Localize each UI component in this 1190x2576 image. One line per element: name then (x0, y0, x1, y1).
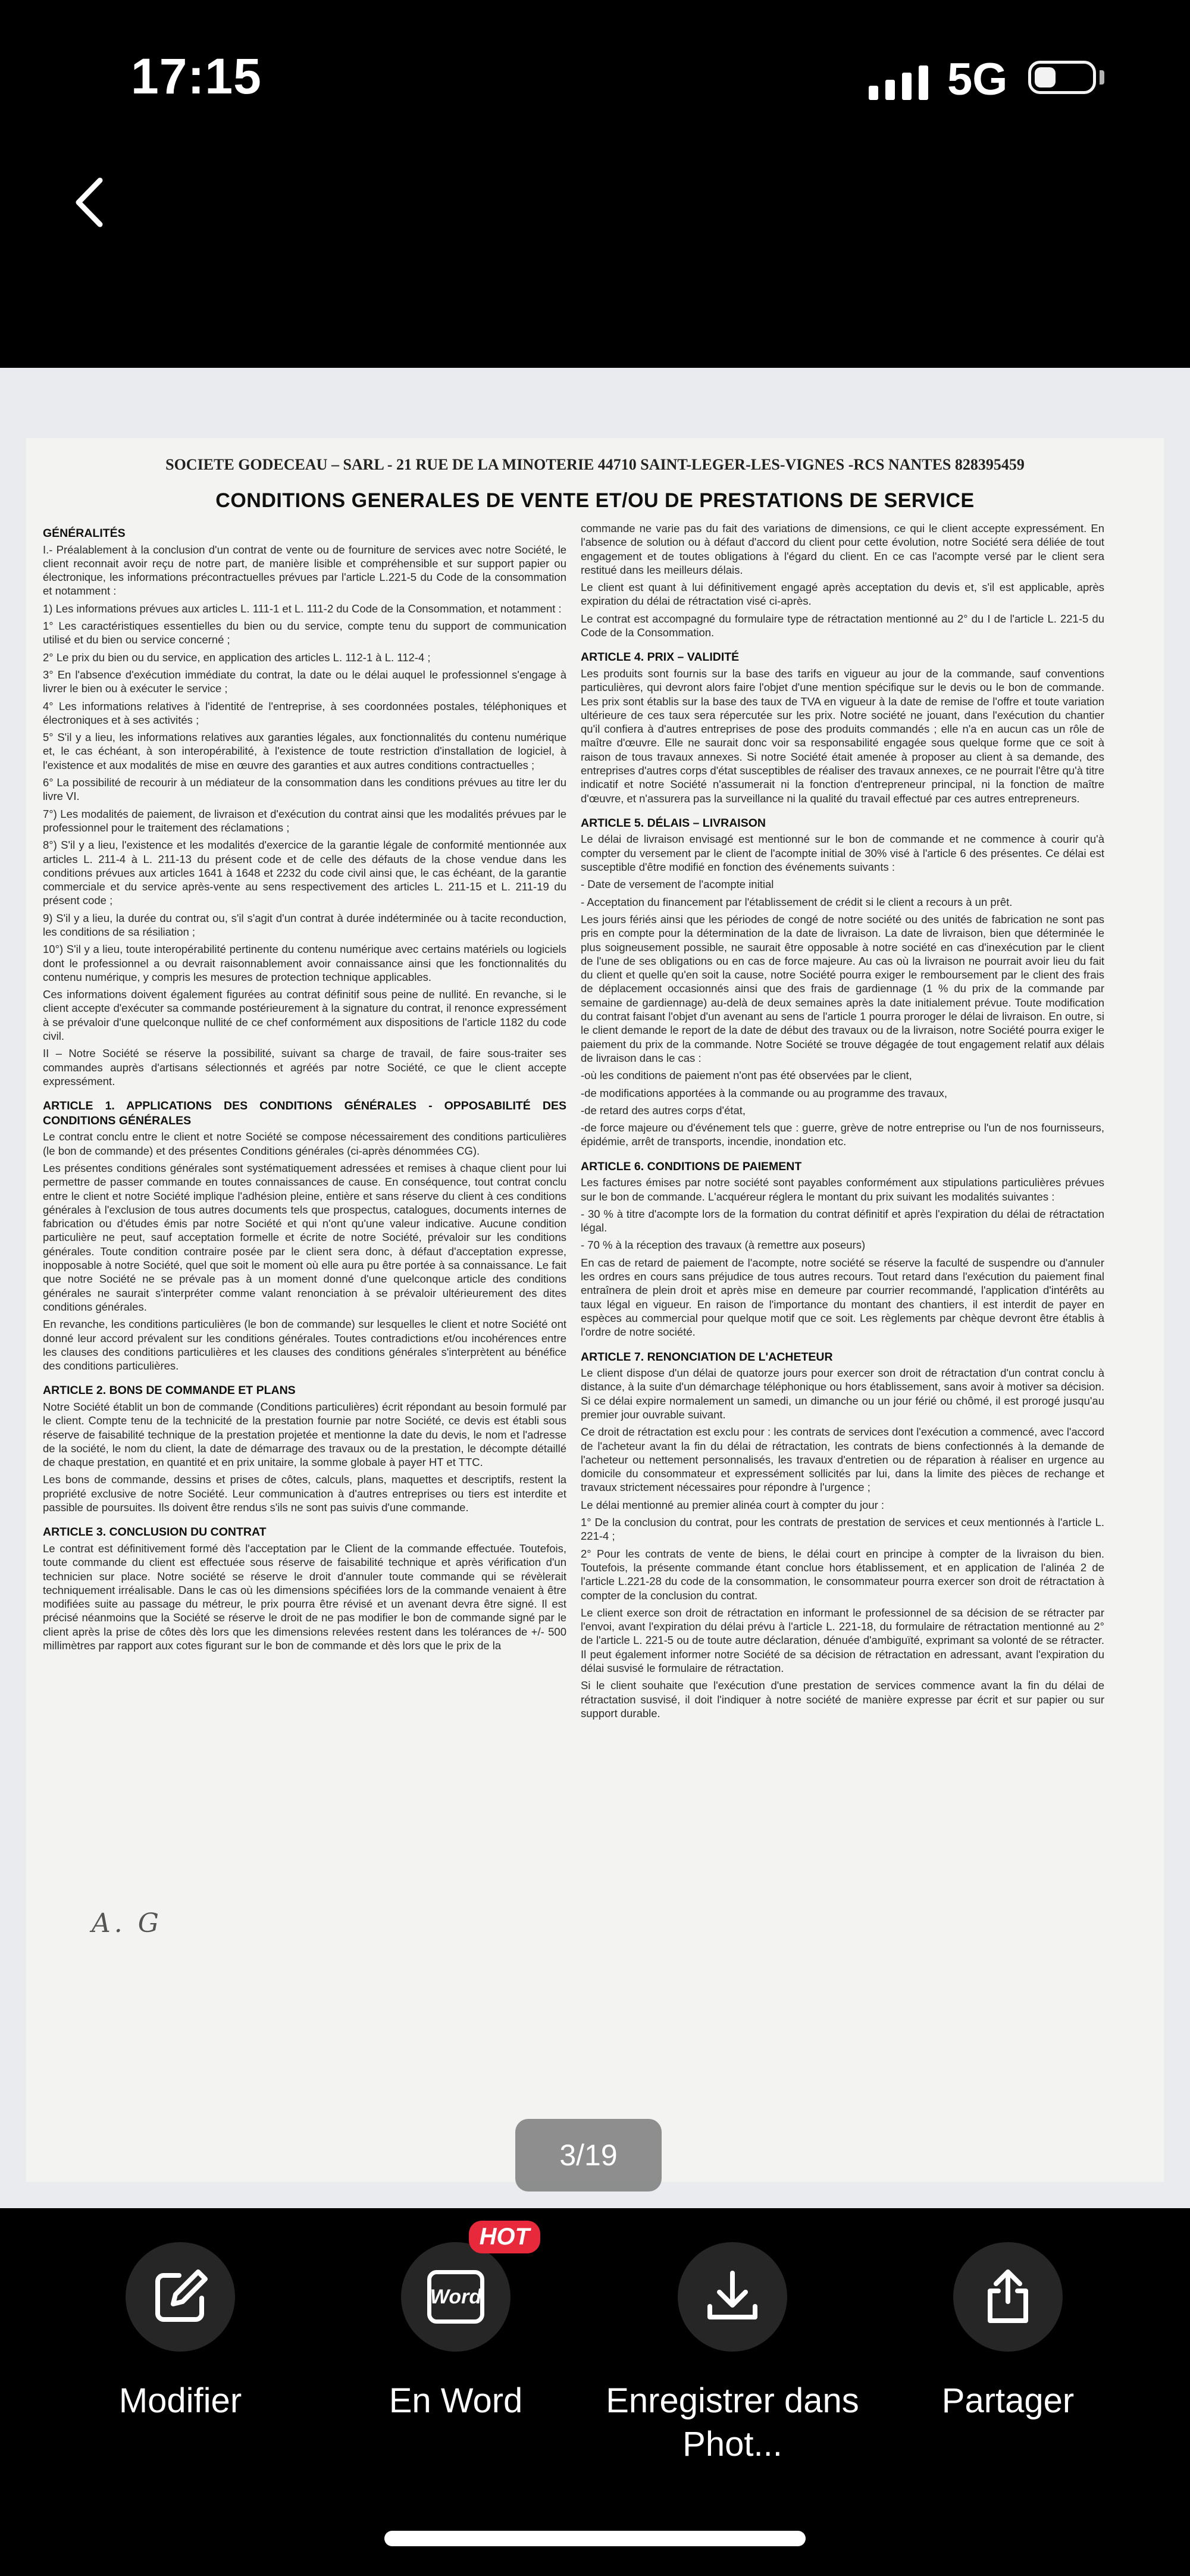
paragraph: 2° Le prix du bien ou du service, en application des articles L. 112-1 à L. 112-4 ; (43, 651, 431, 664)
paragraph: I.- Préalablement à la conclusion d'un contrat de vente ou de fourniture de services avec notre Société, le client reconnait avoir reçu de notre part, de manière lisible et compréhensible et sur support papier ou électronique, les informations précontractuelles prévues par l'article L.221-5 du Code de la consommation et notamment : (43, 543, 566, 598)
section-heading: ARTICLE 6. CONDITIONS DE PAIEMENT (581, 1159, 802, 1173)
paragraph: - Acceptation du financement par l'établissement de crédit si le client a recours à un prêt. (581, 895, 1013, 908)
paragraph: Les présentes conditions générales sont systématiquement adressées et remises à chaque client pour lui permettre de passer commande en toutes connaissances de cause. En conséquence, tout contrat conclu entre le client et notre Société implique l'adhésion pleine, entière et sans réserve du client à ces conditions générales à l'exclusion de tous autres documents tels que prospectus, catalogues, documents internes de fabrication ou d'études émis par notre Société et qui n'ont qu'une valeur indicative. Aucune condition particulière ne peut, sauf acceptation formelle et écrite de notre Société, prévaloir sur les conditions générales. Toute condition contraire posée par le client sera donc, à défaut d'acceptation expresse, inopposable à notre Société, quel que soit le moment où elle aura pu être portée à sa connaissance. Le fait que notre Société ne se prévale pas à un moment donné d'une quelconque article des conditions générales ne saurait s'interpréter comme valant renonciation à se prévaloir ultérieurement des dites conditions générales. (43, 1161, 566, 1313)
paragraph: Le délai mentionné au premier alinéa court à compter du jour : (581, 1498, 885, 1511)
paragraph: Le contrat est définitivement formé dès l'acceptation par le Client de la commande effectuée. Toutefois, toute commande du client est effectuée sous réserve de faisabilité technique et après vérification d'un technicien sur place. Notre société se réserve le droit d'annuler toute commande qui se révèlerait techniquement irréalisable. Dans le cas où les dimensions spécifiées lors de la commande venaient à être modifiées suite au passage du métreur, le prix pourra être révisé et un avenant devra être signé. Il est précisé néanmoins que la Société se réserve le droit de ne pas modifier le bon de commande signé par le client après la prise de côtes dès lors que les dimensions relevées restent dans les tolérances de +/- 500 millimètres par rapport aux cotes figurant sur le bon de commande et dès lors que le prix de la (43, 1542, 566, 1652)
paragraph: 7°) Les modalités de paiement, de livraison et d'exécution du contrat ainsi que les modalités prévues par le professionnel pour le traitement des réclamations ; (43, 807, 566, 834)
document-page (26, 438, 1164, 2182)
edit-icon (151, 2267, 210, 2327)
cellular-signal-icon (869, 64, 928, 100)
word-label: En Word (389, 2381, 523, 2420)
hot-badge: HOT (469, 2221, 540, 2253)
paragraph: 6° La possibilité de recourir à un médiateur de la consommation dans les conditions prévues au titre Ier du livre VI. (43, 776, 566, 803)
paragraph: -de modifications apportées à la commande ou au programme des travaux, (581, 1086, 947, 1099)
document-title: CONDITIONS GENERALES DE VENTE ET/OU DE PRESTATIONS DE SERVICE (215, 489, 975, 512)
share-button[interactable] (871, 2242, 1145, 2422)
section-heading: ARTICLE 1. APPLICATIONS DES CONDITIONS GÉNÉRALES - OPPOSABILITÉ DES CONDITIONS GÉNÉRALES (43, 1099, 566, 1127)
word-icon: Word (427, 2270, 484, 2324)
paragraph: Ces informations doivent également figurées au contrat définitif sous peine de nullité. En revanche, si le client accepte d'exécuter sa commande postérieurement à la signature du contrat, il renonce expressément à se prévaloir d'une quelconque nullité de ce chef conformément aux dispositions de l'article 1182 du code civil. (43, 988, 566, 1043)
paragraph: En cas de retard de paiement de l'acompte, notre société se réserve la faculté de suspendre ou d'annuler les ordres en cours sans préjudice de tous autres recours. Tout retard dans l'exécution du paiement final entraînera de plein droit et après mise en demeure par courrier recommandé, l'application d'intérêts au taux légal en vigueur. En raison de l'importance du montant des chantiers, il est interdit de payer en espèces au commercial pour quelque motif que ce soit. Les règlements par chèque devront être établis à l'ordre de notre société. (581, 1256, 1104, 1339)
edit-button-circle (126, 2242, 235, 2352)
paragraph: -de force majeure ou d'événement tels que : guerre, grève de notre entreprise ou l'un de nos fournisseurs, épidémie, arrêt de transports, incendie, inondation etc. (581, 1121, 1104, 1148)
paragraph: Les produits sont fournis sur la base des tarifs en vigueur au jour de la commande, sauf conventions particulières, qui devront alors faire l'objet d'une mention spécifique sur le devis ou le bon de commande. Les prix sont établis sur la base des taux de TVA en vigueur à la date de remise de l'offre et toute variation ultérieure de ces taux sera répercutée sur les prix. Notre société ne jouant, dans l'exécution du chantier qu'il confiera à d'autres entreprises de pose des produits commandés ; elle n'a en aucun cas un rôle de maître d'œuvre. Elle ne saurait donc voir sa responsabilité engagée sous quelque forme que ce soit à raison de tous travaux annexes. Si notre Société était amenée à proposer au client à sa demande, des entreprises d'autres corps d'état susceptibles de réaliser des travaux annexes, ce ne pourrait l'être qu'à titre indicatif et notre Société n'assumerait ni la fonction d'entrepreneur principal, ni la fonction de maître d'œuvre, et n'assurera pas la surveillance ni la qualité du travail effectué par ces autres entrepreneurs. (581, 667, 1104, 805)
section-heading: ARTICLE 5. DÉLAIS – LIVRAISON (581, 816, 766, 830)
paragraph: 8°) S'il y a lieu, l'existence et les modalités d'exercice de la garantie légale de conformité mentionnée aux articles L. 211-4 à L. 211-13 du présent code et de celle des défauts de la chose vendue dans les conditions prévues aux articles 1641 à 1648 et 2232 du code civil ainsi que, le cas échéant, de la garantie commerciale et du service après-vente au sens respectivement des articles L. 211-15 et L. 211-19 du présent code ; (43, 839, 566, 907)
paragraph: 10°) S'il y a lieu, toute interopérabilité pertinente du contenu numérique avec certains matériels ou logiciels dont le professionnel a ou devrait raisonnablement avoir connaissance ainsi que les fonctionnalités du contenu numérique, y compris les mesures de protection technique applicables. (43, 943, 566, 983)
paragraph: 9) S'il y a lieu, la durée du contrat ou, s'il s'agit d'un contrat à durée indéterminée ou à tacite reconduction, les conditions de sa résiliation ; (43, 911, 566, 938)
save-label: Enregistrer dans Phot... (606, 2381, 859, 2464)
paragraph: Les jours fériés ainsi que les périodes de congé de notre société ou des unités de fabrication ne sont pas pris en compte pour la détermination de la date de livraison. La date de livraison, bien que déterminée le plus soigneusement possible, ne saurait être opposable à notre société en cas d'inexécution par le client de l'une de ses obligations ou en cas de force majeure. Au cas où la livraison ne pourrait avoir lieu du fait du client et quelle qu'en soit la cause, notre Société pourra exiger le remboursement par le client des frais de déplacement occasionnés ainsi que des frais de gardiennage (1 % du prix de la commande par semaine de gardiennage) au-delà de deux semaines après la date initialement prévue. Toute modification du contrat faisant l'objet d'un avenant au sens de l'article 1 pourra proroger le délai de livraison. En outre, si le client demande le report de la date de début des travaux ou de la livraison, notre Société pourra exiger le paiement du prix de la commande. Notre Société se trouve dégagée de tout engagement relatif aux délais de livraison dans le cas : (581, 912, 1104, 1064)
paragraph: Les factures émises par notre société sont payables conformément aux stipulations particulières prévues sur le bon de commande. L'acquéreur réglera le montant du prix suivant les modalités suivantes : (581, 1176, 1104, 1203)
edit-label: Modifier (118, 2381, 242, 2420)
paragraph: Le délai de livraison envisagé est mentionné sur le bon de commande et ne commence à courir qu'à compter du versement par le client de l'acompte initial de 30% visé à l'article 6 des présentes. Ce délai est susceptible d'être modifié en fonction des événements suivants : (581, 833, 1104, 874)
handwritten-initials: A. G (92, 1908, 162, 1939)
section-heading: GÉNÉRALITÉS (43, 527, 126, 540)
document-viewer[interactable] (0, 368, 1190, 2208)
paragraph: 5° S'il y a lieu, les informations relatives aux garanties légales, aux fonctionnalités du contenu numérique et, le cas échéant, à son interopérabilité, à l'existence de toute restriction d'installation de logiciel, à l'existence et aux modalités de mise en œuvre des garanties et aux autres conditions contractuelles ; (43, 731, 566, 771)
paragraph: 1° De la conclusion du contrat, pour les contrats de prestation de services et ceux mentionnés à l'article L. 221-4 ; (581, 1516, 1104, 1543)
battery-nub (1100, 70, 1104, 85)
paragraph: - Date de versement de l'acompte initial (581, 878, 774, 891)
paragraph: -où les conditions de paiement n'ont pas été observées par le client, (581, 1069, 912, 1082)
paragraph: Le client exerce son droit de rétractation en informant le professionnel de sa décision de se rétracter par l'envoi, avant l'expiration du délai prévu à l'article L. 221-18, du formulaire de rétractation mentionné au 2° de l'article L. 221-5 ou de toute autre déclaration, dénuée d'ambiguïté, exprimant sa volonté de se rétracter. Il peut également informer notre Société de sa décision de rétractation en adressant, avant l'expiration du délai susvisé le formulaire de rétractation. (581, 1606, 1104, 1675)
home-indicator (384, 2531, 806, 2546)
section-heading: ARTICLE 7. RENONCIATION DE L'ACHETEUR (581, 1350, 833, 1364)
save-to-photos-button[interactable] (596, 2242, 869, 2466)
network-type: 5G (947, 54, 1008, 105)
section-heading: ARTICLE 2. BONS DE COMMANDE ET PLANS (43, 1384, 296, 1398)
paragraph: Notre Société établit un bon de commande (Conditions particulières) écrit répondant au besoin formulé par le client. Compte tenu de la technicité de la prestation fournie par notre Société, ce devis est établi sous réserve de faisabilité technique de la prestation projetée et mentionne la date du devis, le nom et l'adresse de la société, le nom du client, la date de démarrage des travaux ou de la prestation, le décompte détaillé de chaque prestation, en quantité et en prix unitaire, la somme globale à payer HT et TTC. (43, 1400, 566, 1469)
paragraph: commande ne varie pas du fait des variations de dimensions, ce qui le client accepte expressément. En l'absence de solution ou à défaut d'accord du client pour cette évolution, notre Société sera déliée de tout engagement et de toutes obligations à l'égard du client. En ce cas l'acompte versé par le client sera restitué dans les meilleurs délais. (581, 522, 1104, 576)
word-button-circle (401, 2224, 530, 2352)
share-label: Partager (941, 2381, 1075, 2420)
share-button-circle (953, 2242, 1063, 2352)
share-icon (978, 2267, 1038, 2327)
section-heading: ARTICLE 4. PRIX – VALIDITÉ (581, 651, 740, 664)
paragraph: Le client est quant à lui définitivement engagé après acceptation du devis et, s'il est applicable, après expiration du délai de rétractation visé ci-après. (581, 581, 1104, 608)
battery-level (1035, 67, 1056, 87)
paragraph: 2° Pour les contrats de vente de biens, le délai court en principe à compter de la livraison du bien. Toutefois, la présente commande étant conclue hors établissement, et en application de l'alinéa 2 de l'article L.221-28 du code de la consommation, le consommateur pourra exercer son droit de rétractation à compter de la conclusion du contrat. (581, 1547, 1104, 1602)
chevron-left-icon (73, 176, 106, 229)
export-word-button[interactable] (319, 2224, 593, 2422)
page-indicator: 3/19 (515, 2119, 662, 2192)
section-heading: ARTICLE 3. CONCLUSION DU CONTRAT (43, 1525, 267, 1539)
back-button[interactable] (60, 167, 119, 238)
paragraph: Le client dispose d'un délai de quatorze jours pour exercer son droit de rétractation d'un contrat conclu à distance, à la suite d'un démarchage téléphonique ou hors établissement, sans avoir à motiver sa décision. Si ce délai expire normalement un samedi, un dimanche ou un jour férié ou chômé, il est prorogé jusqu'au premier jour ouvrable suivant. (581, 1367, 1104, 1421)
bottom-toolbar (0, 2208, 1190, 2576)
paragraph: 1° Les caractéristiques essentielles du bien ou du service, compte tenu du support de communication utilisé et du bien ou service concerné ; (43, 620, 566, 646)
paragraph: -de retard des autres corps d'état, (581, 1103, 746, 1117)
paragraph: - 70 % à la réception des travaux (à remettre aux poseurs) (581, 1239, 866, 1252)
paragraph: - 30 % à titre d'acompte lors de la formation du contrat définitif et après l'expiration du délai de rétractation légal. (581, 1207, 1104, 1234)
status-bar (0, 0, 1190, 161)
paragraph: Les bons de commande, dessins et prises de côtes, calculs, plans, maquettes et descriptifs, restent la propriété exclusive de notre Société. Leur communication à d'autres entreprises ou tiers est interdite et passible de poursuites. Ils doivent être rendus s'ils ne sont pas suivis d'une commande. (43, 1473, 566, 1514)
battery-icon (1028, 61, 1096, 94)
status-time: 17:15 (131, 48, 262, 104)
left-column (43, 526, 566, 1656)
paragraph: 1) Les informations prévues aux articles L. 111-1 et L. 111-2 du Code de la Consommation, et notamment : (43, 602, 562, 615)
right-column (581, 521, 1104, 1724)
paragraph: Le contrat conclu entre le client et notre Société se compose nécessairement des conditions particulières (le bon de commande) et des présentes Conditions générales (ci-après dénommées CG). (43, 1130, 566, 1157)
save-button-circle (678, 2242, 787, 2352)
paragraph: Si le client souhaite que l'exécution d'une prestation de services commence avant la fin du délai de rétractation susvisé, il doit l'indiquer à notre société de manière expresse par écrit et sur papier ou sur support durable. (581, 1679, 1104, 1720)
paragraph: Le contrat est accompagné du formulaire type de rétractation mentionné au 2° du I de l'article L. 221-5 du Code de la Consommation. (581, 612, 1104, 639)
paragraph: II – Notre Société se réserve la possibilité, suivant sa charge de travail, de faire sous-traiter ses commandes auprès d'artisans sélectionnés et agréés par notre Société, ce que le client accepte expressément. (43, 1047, 566, 1087)
company-header: SOCIETE GODECEAU – SARL - 21 RUE DE LA MINOTERIE 44710 SAINT-LEGER-LES-VIGNES -RCS NANTES 828395459 (165, 456, 1025, 473)
download-icon (703, 2267, 762, 2327)
paragraph: 4° Les informations relatives à l'identité de l'entreprise, à ses coordonnées postales, téléphoniques et électroniques et à ses activités ; (43, 699, 566, 726)
paragraph: 3° En l'absence d'exécution immédiate du contrat, la date ou le délai auquel le professionnel s'engage à livrer le bien ou à exécuter le service ; (43, 668, 566, 695)
paragraph: Ce droit de rétractation est exclu pour : les contrats de services dont l'exécution a commencé, avec l'accord de l'acheteur avant la fin du délai de rétractation, les contrats de biens confectionnés à la demande de l'acheteur ou nettement personnalisés, les travaux d'entretien ou de réparation à réaliser en urgence au domicile du consommateur et expressément sollicités par lui, dans la limite des pièces de rechange et travaux strictement nécessaires pour répondre à l'urgence ; (581, 1425, 1104, 1494)
edit-button[interactable] (43, 2242, 317, 2422)
paragraph: En revanche, les conditions particulières (le bon de commande) sur lesquelles le client et notre Société ont donné leur accord prévalent sur les conditions générales. Toutes contradictions et/ou incohérences entre les clauses des conditions particulières et les clauses des conditions générales s'interprètent au bénéfice des conditions particulières. (43, 1318, 566, 1373)
